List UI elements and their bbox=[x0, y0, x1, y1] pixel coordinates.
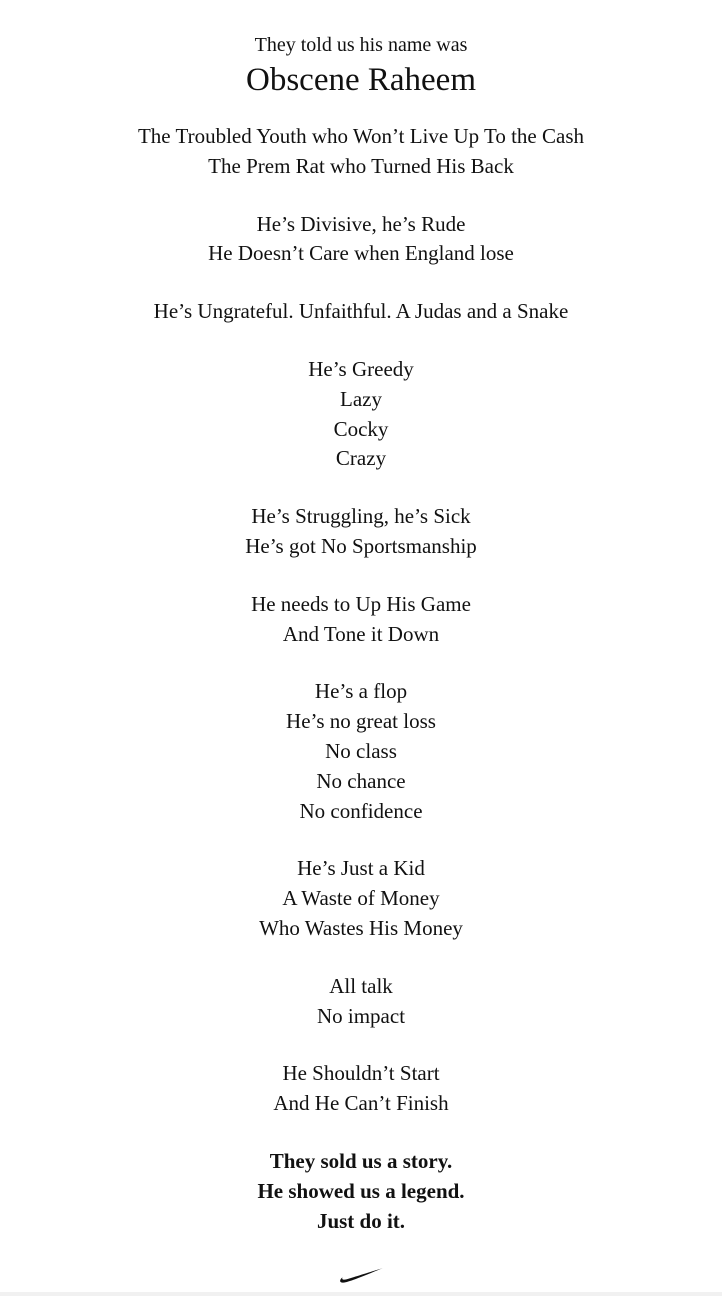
stanza bbox=[0, 502, 722, 562]
closing-stanza bbox=[0, 1147, 722, 1236]
poem-line: Who Wastes His Money bbox=[259, 915, 463, 940]
poem-line: He’s got No Sportsmanship bbox=[245, 533, 477, 558]
poem-line: All talk bbox=[329, 973, 393, 998]
poem-line: He’s Ungrateful. Unfaithful. A Judas and a Snake bbox=[153, 299, 569, 324]
page-bottom-divider bbox=[0, 1292, 722, 1296]
poem-line: No impact bbox=[316, 1003, 406, 1028]
stanza bbox=[0, 122, 722, 182]
closing-line: He showed us a legend. bbox=[257, 1178, 465, 1203]
poem-line: He’s Divisive, he’s Rude bbox=[256, 211, 466, 236]
poem-line: Cocky bbox=[333, 416, 389, 441]
stanza bbox=[0, 297, 722, 327]
swoosh-icon bbox=[0, 1264, 722, 1288]
poem-line: And Tone it Down bbox=[282, 621, 440, 646]
poem-line: Crazy bbox=[335, 446, 387, 471]
poem-line: The Prem Rat who Turned His Back bbox=[208, 153, 514, 178]
poem-body bbox=[0, 122, 722, 1119]
poem-line: No confidence bbox=[299, 798, 423, 823]
stanza bbox=[0, 1059, 722, 1119]
poem-line: No class bbox=[325, 738, 397, 763]
poem-line: He’s a flop bbox=[314, 679, 408, 704]
stanza bbox=[0, 972, 722, 1032]
stanza bbox=[0, 590, 722, 650]
stanza bbox=[0, 210, 722, 270]
page-title: Obscene Raheem bbox=[246, 62, 476, 98]
poem-line: And He Can’t Finish bbox=[273, 1091, 449, 1116]
poem-line: He Shouldn’t Start bbox=[282, 1061, 440, 1086]
poem-line: No chance bbox=[316, 768, 406, 793]
poem-line: He needs to Up His Game bbox=[251, 591, 471, 616]
poem-line: He’s Just a Kid bbox=[297, 856, 425, 881]
tagline: Just do it. bbox=[316, 1208, 406, 1233]
closing-line: They sold us a story. bbox=[269, 1148, 453, 1173]
poem-line: Lazy bbox=[340, 386, 382, 411]
poem-line: He’s Struggling, he’s Sick bbox=[251, 504, 471, 529]
poem-line: He Doesn’t Care when England lose bbox=[208, 241, 514, 266]
stanza bbox=[0, 355, 722, 474]
poem-line: A Waste of Money bbox=[282, 886, 440, 911]
stanza bbox=[0, 854, 722, 943]
stanza bbox=[0, 677, 722, 826]
poem-line: He’s no great loss bbox=[286, 709, 436, 734]
intro-line: They told us his name was bbox=[254, 34, 468, 56]
poem-line: He’s Greedy bbox=[308, 356, 414, 381]
poem-line: The Troubled Youth who Won’t Live Up To the Cash bbox=[137, 124, 585, 148]
